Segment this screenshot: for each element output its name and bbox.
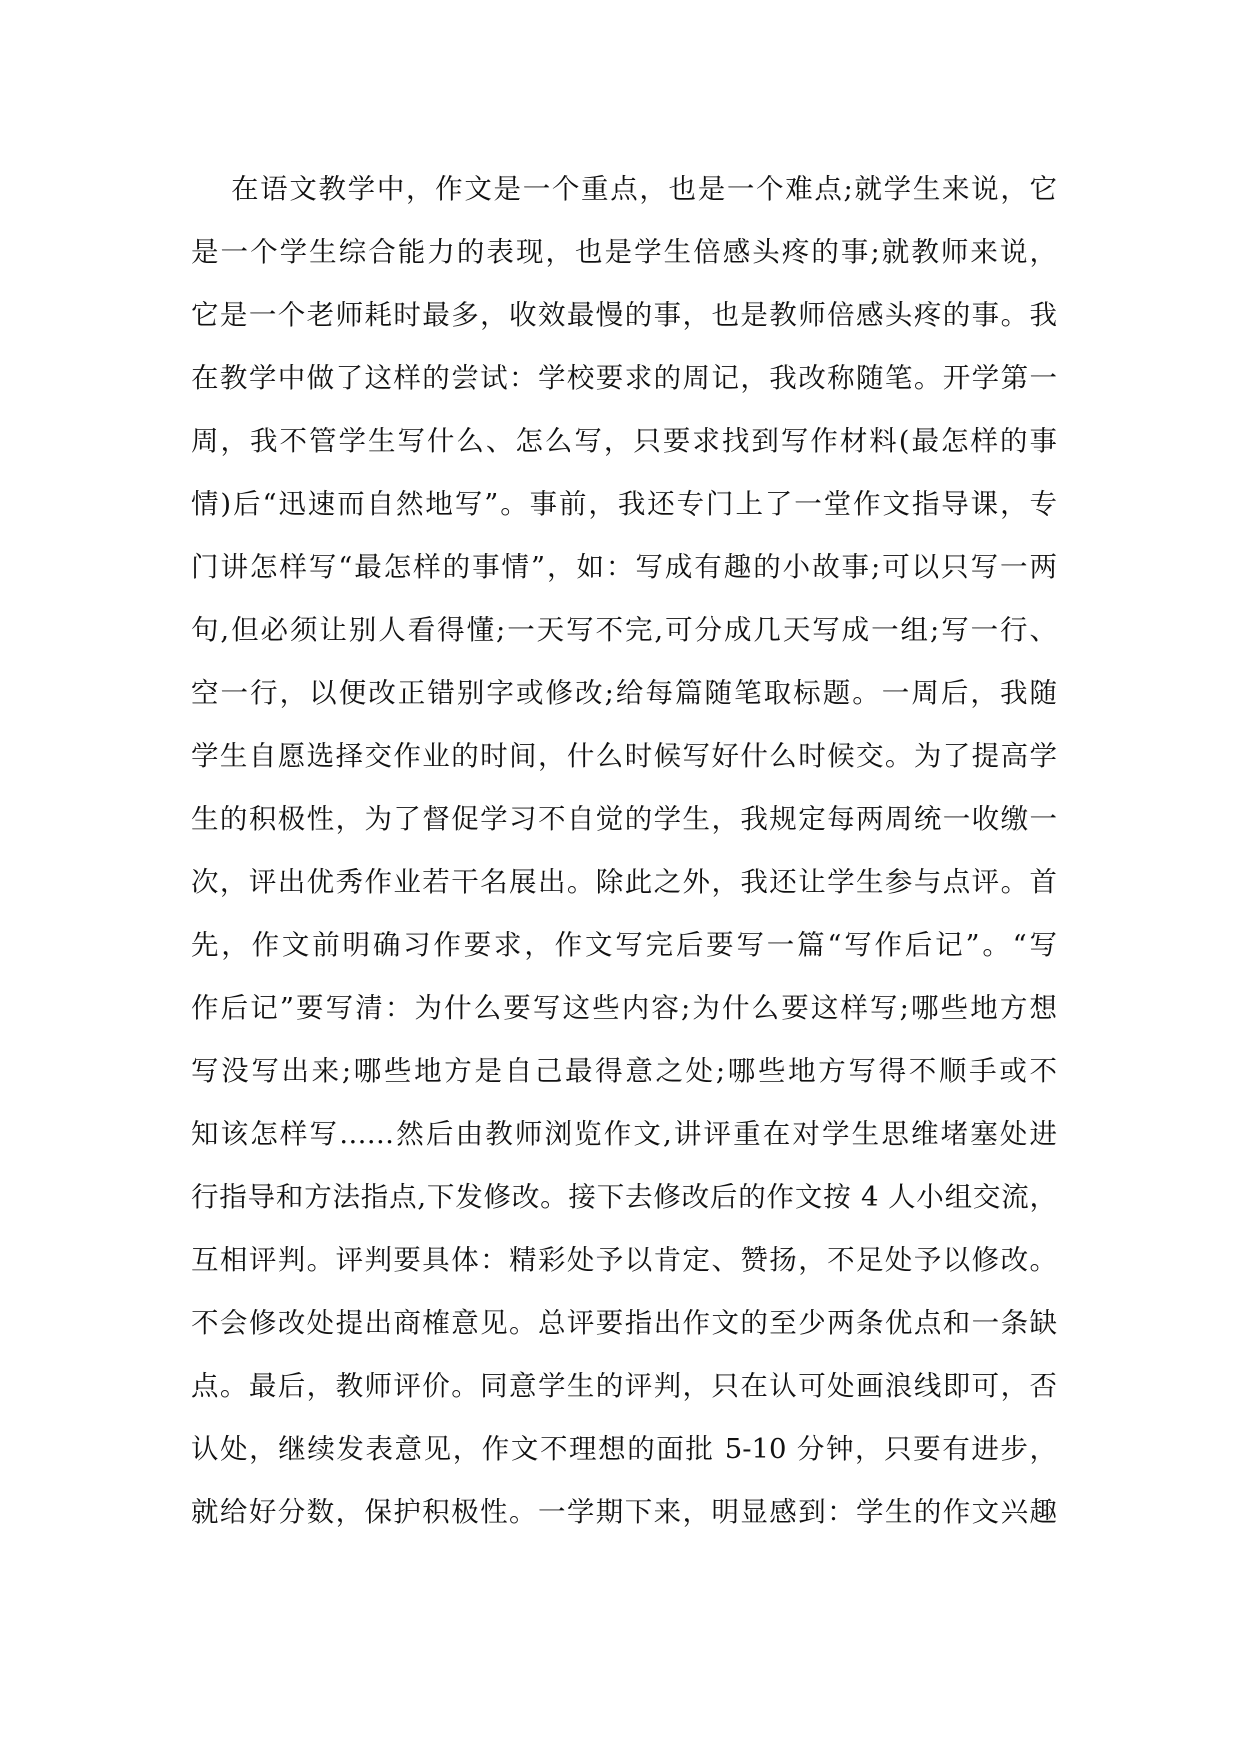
text-line: 它是一个老师耗时最多，收效最慢的事，也是教师倍感头疼的事。我 xyxy=(191,299,1057,331)
body-paragraph xyxy=(191,158,1057,1544)
text-line: 周，我不管学生写什么、怎么写，只要求找到写作材料(最怎样的事 xyxy=(191,425,1057,457)
text-line: 次，评出优秀作业若干名展出。除此之外，我还让学生参与点评。首 xyxy=(191,866,1057,898)
text-line: 情)后“迅速而自然地写”。事前，我还专门上了一堂作文指导课，专 xyxy=(191,488,1057,520)
text-line: 写没写出来;哪些地方是自己最得意之处;哪些地方写得不顺手或不 xyxy=(191,1055,1057,1087)
text-line: 认处，继续发表意见，作文不理想的面批 5-10 分钟，只要有进步， xyxy=(191,1433,1057,1465)
text-line: 句,但必须让别人看得懂;一天写不完,可分成几天写成一组;写一行、 xyxy=(191,614,1057,646)
text-line: 点。最后，教师评价。同意学生的评判，只在认可处画浪线即可，否 xyxy=(191,1370,1057,1402)
text-line: 学生自愿选择交作业的时间，什么时候写好什么时候交。为了提高学 xyxy=(191,740,1057,772)
text-line: 不会修改处提出商榷意见。总评要指出作文的至少两条优点和一条缺 xyxy=(191,1307,1057,1339)
text-line: 作后记”要写清：为什么要写这些内容;为什么要这样写;哪些地方想 xyxy=(191,992,1057,1024)
text-line: 行指导和方法指点,下发修改。接下去修改后的作文按 4 人小组交流， xyxy=(191,1181,1057,1213)
text-line: 在语文教学中，作文是一个重点，也是一个难点;就学生来说，它 xyxy=(231,173,1057,205)
text-line: 互相评判。评判要具体：精彩处予以肯定、赞扬，不足处予以修改。 xyxy=(191,1244,1057,1276)
text-line: 门讲怎样写“最怎样的事情”，如：写成有趣的小故事;可以只写一两 xyxy=(191,551,1057,583)
text-line: 在教学中做了这样的尝试：学校要求的周记，我改称随笔。开学第一 xyxy=(191,362,1057,394)
text-line: 空一行，以便改正错别字或修改;给每篇随笔取标题。一周后，我随 xyxy=(191,677,1057,709)
text-line: 知该怎样写……然后由教师浏览作文,讲评重在对学生思维堵塞处进 xyxy=(191,1118,1057,1150)
text-line: 是一个学生综合能力的表现，也是学生倍感头疼的事;就教师来说， xyxy=(191,236,1057,268)
text-line: 就给好分数，保护积极性。一学期下来，明显感到：学生的作文兴趣 xyxy=(191,1496,1057,1528)
text-line: 生的积极性，为了督促学习不自觉的学生，我规定每两周统一收缴一 xyxy=(191,803,1057,835)
text-line: 先，作文前明确习作要求，作文写完后要写一篇“写作后记”。“写 xyxy=(191,929,1057,961)
